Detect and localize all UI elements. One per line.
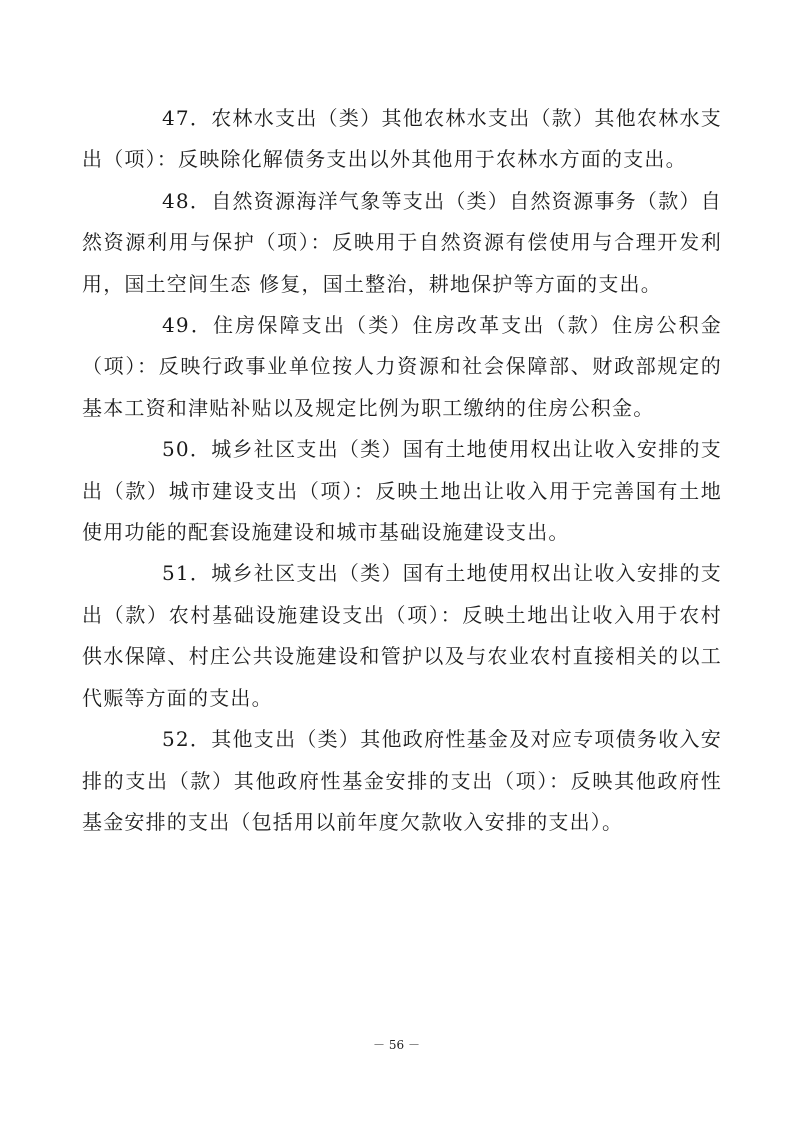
paragraph-item-50: 50．城乡社区支出（类）国有土地使用权出让收入安排的支出（款）城市建设支出（项）：反映土地出让收入用于完善国有土地使用功能的配套设施建设和城市基础设施建设支出。 [82, 437, 722, 545]
paragraph-item-51: 51．城乡社区支出（类）国有土地使用权出让收入安排的支出（款）农村基础设施建设支出（项）：反映土地出让收入用于农村供水保障、村庄公共设施建设和管护以及与农业农村直接相关的以工代赈等方面的支出。 [82, 561, 722, 710]
paragraph-item-49: 49．住房保障支出（类）住房改革支出（款）住房公积金（项）：反映行政事业单位按人力资源和社会保障部、财政部规定的基本工资和津贴补贴以及规定比例为职工缴纳的住房公积金。 [82, 313, 722, 420]
paragraph-item-48: 48．自然资源海洋气象等支出（类）自然资源事务（款）自然资源利用与保护（项）：反映用于自然资源有偿使用与合理开发利用，国土空间生态 修复，国土整治，耕地保护等方面的支出。 [82, 188, 722, 296]
paragraph-item-47: 47．农林水支出（类）其他农林水支出（款）其他农林水支出（项）：反映除化解债务支出以外其他用于农林水方面的支出。 [82, 106, 722, 172]
paragraph-item-52: 52．其他支出（类）其他政府性基金及对应专项债务收入安排的支出（款）其他政府性基金安排的支出（项）：反映其他政府性基金安排的支出（包括用以前年度欠款收入安排的支出）。 [82, 727, 722, 834]
page-number: － 56 － [373, 1038, 420, 1052]
document-body [82, 98, 722, 843]
